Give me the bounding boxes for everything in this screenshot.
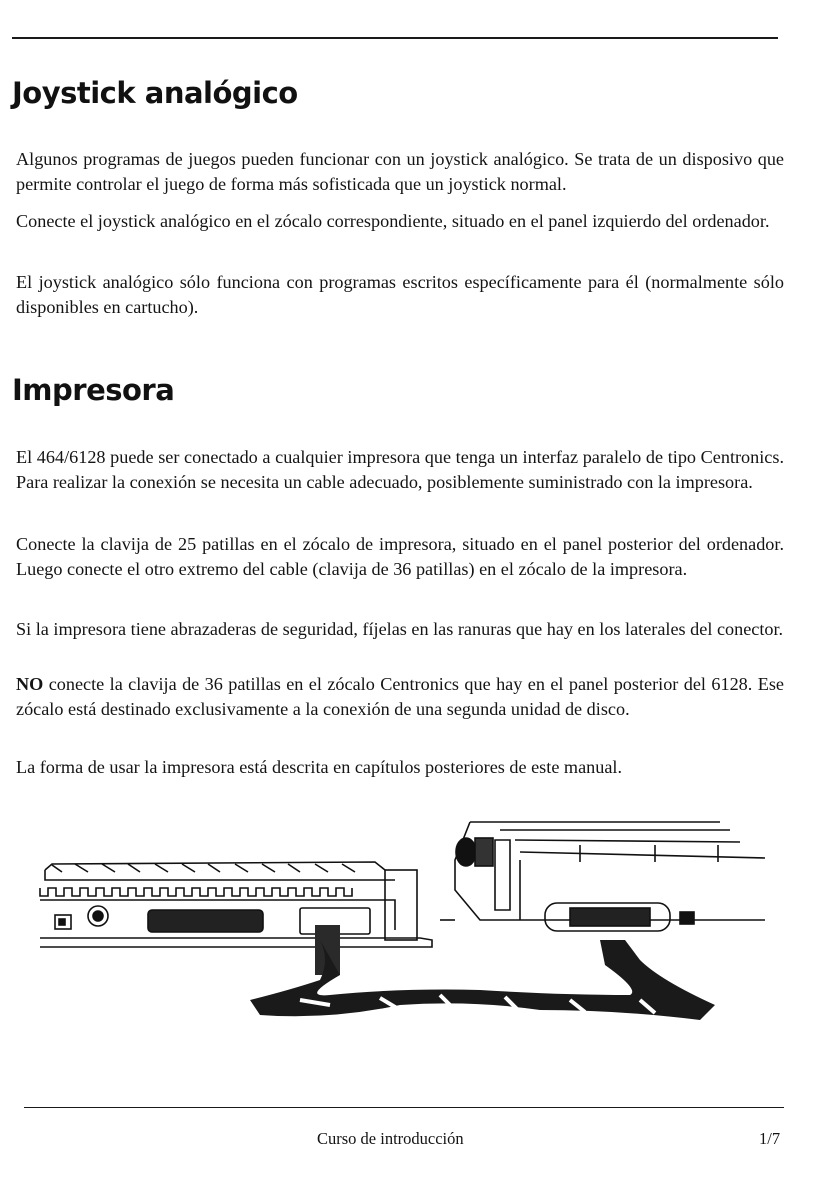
computer-drawing — [40, 862, 432, 947]
page-number: 1/7 — [759, 1129, 781, 1148]
printer-drawing — [440, 822, 765, 931]
paragraph-warning — [16, 672, 784, 722]
paragraph: El 464/6128 puede ser conectado a cualquier impresora que tenga un interfaz paralelo de tipo Centronics. Para realizar la conexión se necesita un cable adecuado, posiblemente suministrado con la impresora. — [16, 447, 784, 492]
paragraph: El joystick analógico sólo funciona con programas escritos específicamente para él (normalmente sólo disponibles en cartucho). — [16, 272, 784, 317]
footer-rule — [24, 1107, 784, 1108]
footer-title: Curso de introducción — [317, 1129, 464, 1148]
paragraph: La forma de usar la impresora está descrita en capítulos posteriores de este manual. — [16, 757, 623, 777]
paragraph: Algunos programas de juegos pueden funcionar con un joystick analógico. Se trata de un disposivo que permite controlar el juego de forma más sofisticada que un joystick normal. — [16, 149, 784, 194]
cable-drawing — [250, 925, 715, 1020]
top-rule — [12, 37, 778, 39]
paragraph: Conecte el joystick analógico en el zócalo correspondiente, situado en el panel izquierdo del ordenador. — [16, 211, 770, 231]
computer-printer-cable-illustration — [0, 800, 825, 1030]
paragraph: Si la impresora tiene abrazaderas de seguridad, fíjelas en las ranuras que hay en los laterales del conector. — [16, 619, 784, 639]
section-title-impresora: Impresora — [12, 373, 175, 407]
warning-emphasis: NO — [16, 674, 44, 694]
paragraph: Conecte la clavija de 25 patillas en el zócalo de impresora, situado en el panel posterior del ordenador. Luego conecte el otro extremo del cable (clavija de 36 patillas) en el zócalo de la impresora. — [16, 534, 784, 579]
warning-text: conecte la clavija de 36 patillas en el zócalo Centronics que hay en el panel posterior del 6128. Ese zócalo está destinado exclusivamente a la conexión de una segunda unidad de disco. — [16, 674, 784, 719]
section-title-joystick: Joystick analógico — [12, 76, 298, 110]
